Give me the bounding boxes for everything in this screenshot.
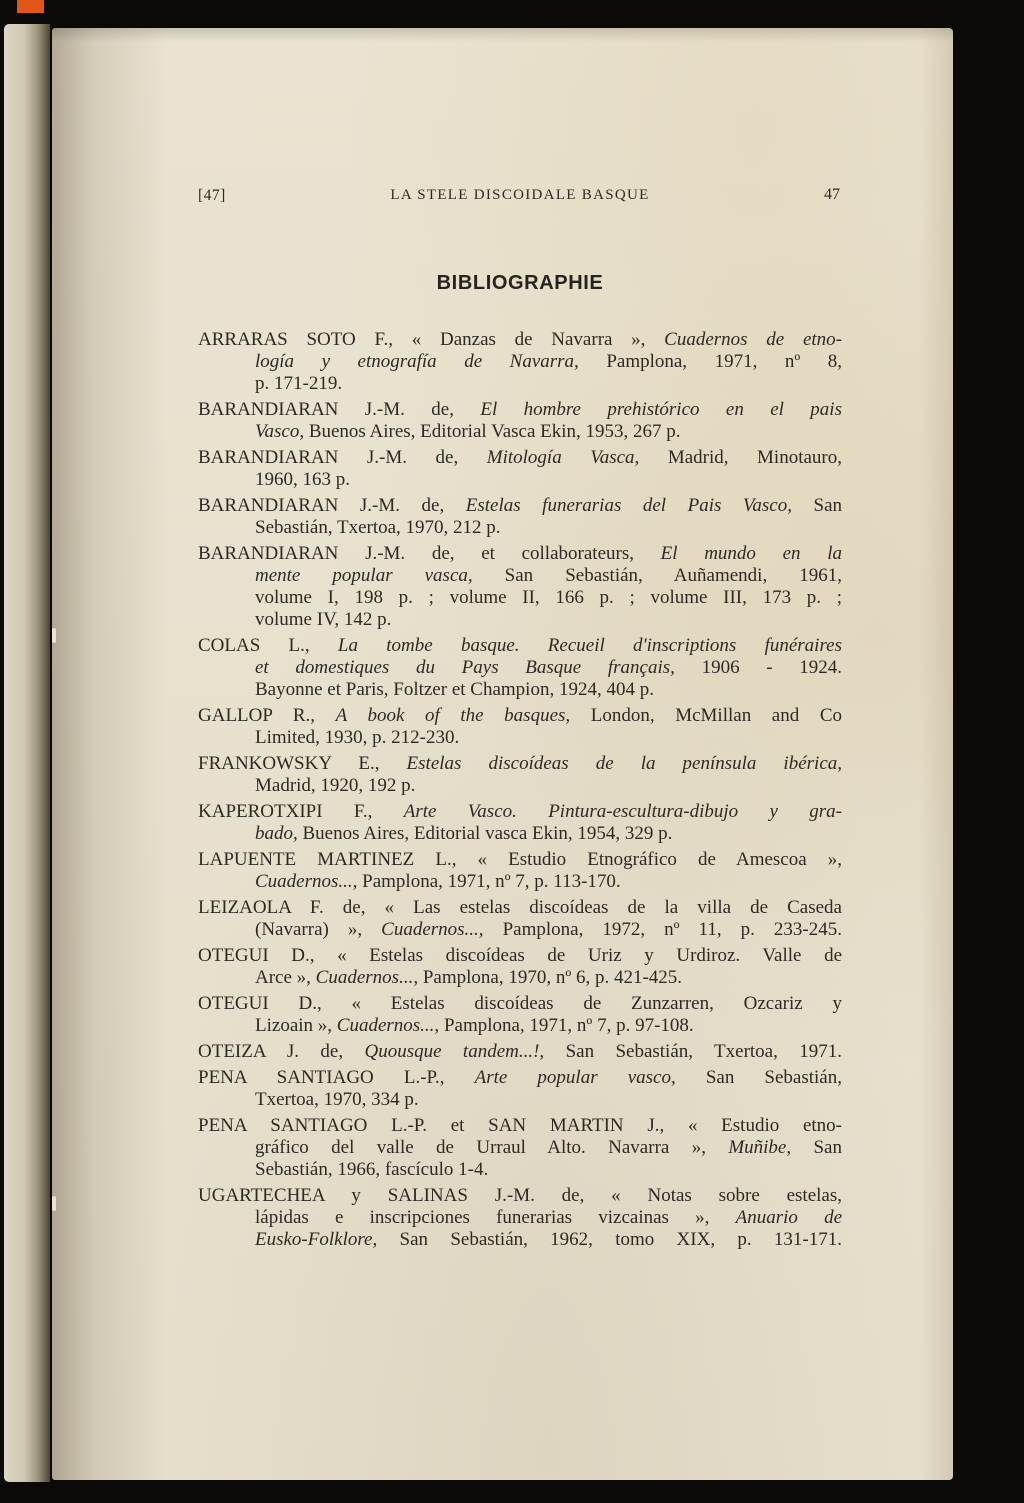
entry-line [198, 517, 842, 539]
bibliography-list [198, 329, 842, 1255]
facing-page-edge [4, 24, 50, 1482]
entry-text: ARRARAS SOTO F., « Danzas de Navarra », [198, 329, 665, 350]
entry-text: San [791, 1137, 842, 1158]
entry-line [198, 1159, 842, 1181]
entry-text: BARANDIARAN J.-M. de, et collaborateurs, [198, 543, 661, 564]
entry-text: Limited, 1930, p. 212-230. [255, 727, 460, 748]
entry-text: LEIZAOLA F. de, « Las estelas discoídeas de la villa de Caseda [198, 897, 842, 918]
bibliography-entry [198, 635, 842, 701]
bibliography-title: BIBLIOGRAPHIE [436, 272, 604, 294]
entry-text: Lizoain », [255, 1015, 337, 1036]
entry-text: San Sebastián, Txertoa, 1971. [544, 1041, 842, 1062]
entry-line [198, 495, 842, 517]
entry-text: OTEGUI D., « Estelas discoídeas de Zunzarren, Ozcariz y [198, 993, 842, 1014]
entry-text: Buenos Aires, Editorial vasca Ekin, 1954, 329 p. [297, 823, 673, 844]
entry-line [198, 399, 842, 421]
entry-text: San Sebastián, [675, 1067, 842, 1088]
entry-text: Madrid, 1920, 192 p. [255, 775, 416, 796]
entry-line [198, 993, 842, 1015]
entry-title-italic: Cuadernos de etno- [664, 329, 842, 350]
bibliography-entry [198, 801, 842, 845]
entry-text: Madrid, Minotauro, [639, 447, 842, 468]
entry-text: BARANDIARAN J.-M. de, [198, 447, 487, 468]
page-number: 47 [824, 186, 840, 203]
entry-line [198, 823, 842, 845]
bibliography-entry [198, 945, 842, 989]
bibliography-entry [198, 897, 842, 941]
entry-text: London, McMillan and Co [570, 705, 842, 726]
entry-text: volume IV, 142 p. [255, 609, 392, 630]
entry-line [198, 897, 842, 919]
entry-text: volume I, 198 p. ; volume II, 166 p. ; volume III, 173 p. ; [255, 587, 842, 608]
entry-text: Txertoa, 1970, 334 p. [255, 1089, 419, 1110]
bibliography-entry [198, 849, 842, 893]
entry-text: OTEIZA J. de, [198, 1041, 365, 1062]
entry-title-italic: Vasco, [255, 421, 305, 442]
entry-line [198, 1137, 842, 1159]
entry-title-italic: Arte Vasco. Pintura-escultura-dibujo y gra- [403, 801, 842, 822]
entry-title-italic: A book of the basques, [335, 705, 571, 726]
entry-title-italic: Quousque tandem...!, [364, 1041, 545, 1062]
entry-title-italic: Mitología Vasca, [486, 447, 640, 468]
entry-text: San Sebastián, 1962, tomo XIX, p. 131-171. [377, 1229, 842, 1250]
entry-title-italic: et domestiques du Pays Basque français, [255, 657, 675, 678]
entry-text: GALLOP R., [198, 705, 336, 726]
entry-line [198, 945, 842, 967]
entry-line [198, 705, 842, 727]
entry-line [198, 1089, 842, 1111]
entry-text: 1906 - 1924. [674, 657, 842, 678]
entry-text: 1960, 163 p. [255, 469, 350, 490]
entry-text: PENA SANTIAGO L.-P., [198, 1067, 475, 1088]
entry-line [198, 753, 842, 775]
entry-line [198, 657, 842, 679]
entry-line [198, 543, 842, 565]
entry-title-italic: El hombre prehistórico en el pais [480, 399, 842, 420]
entry-title-italic: La tombe basque. Recueil d'inscriptions funéraires [337, 635, 842, 656]
entry-text: Sebastián, Txertoa, 1970, 212 p. [255, 517, 501, 538]
bibliography-entry [198, 1067, 842, 1111]
entry-text: FRANKOWSKY E., [198, 753, 407, 774]
scan-color-tab [17, 0, 44, 13]
entry-text: Bayonne et Paris, Foltzer et Champion, 1924, 404 p. [255, 679, 654, 700]
entry-line [198, 871, 842, 893]
entry-line [198, 565, 842, 587]
page-header [198, 186, 842, 208]
entry-text: Pamplona, 1971, nº 7, p. 113-170. [357, 871, 621, 892]
binding-stitch [52, 628, 56, 643]
entry-text: COLAS L., [198, 635, 338, 656]
bibliography-entry [198, 1115, 842, 1181]
entry-line [198, 1067, 842, 1089]
entry-line [198, 351, 842, 373]
entry-text: OTEGUI D., « Estelas discoídeas de Uriz y Urdiroz. Valle de [198, 945, 842, 966]
bibliography-entry [198, 705, 842, 749]
entry-line [198, 609, 842, 631]
entry-line [198, 679, 842, 701]
entry-title-italic: Eusko-Folklore, [255, 1229, 378, 1250]
bibliography-entry [198, 329, 842, 395]
entry-line [198, 421, 842, 443]
entry-title-italic: Estelas discoídeas de la península ibérica, [406, 753, 842, 774]
entry-title-italic: Arte popular vasco, [474, 1067, 676, 1088]
folio-bracket-number: [47] [198, 187, 226, 204]
entry-line [198, 329, 842, 351]
entry-line [198, 1207, 842, 1229]
entry-title-italic: Cuadernos..., [336, 1015, 440, 1036]
entry-text: Pamplona, 1971, nº 8, [578, 351, 842, 372]
entry-line [198, 1229, 842, 1251]
bibliography-entry [198, 753, 842, 797]
entry-line [198, 1115, 842, 1137]
entry-text: San Sebastián, Auñamendi, 1961, [472, 565, 842, 586]
entry-line [198, 1041, 842, 1063]
entry-line [198, 587, 842, 609]
entry-text: UGARTECHEA y SALINAS J.-M. de, « Notas sobre estelas, [198, 1185, 842, 1206]
entry-title-italic: Cuadernos..., [315, 967, 419, 988]
binding-stitch [52, 1196, 56, 1211]
entry-text: San [791, 495, 843, 516]
entry-title-italic: Anuario de [735, 1207, 843, 1228]
bibliography-entry [198, 543, 842, 631]
entry-title-italic: Estelas funerarias del Pais Vasco, [465, 495, 792, 516]
entry-title-italic: Cuadernos..., [255, 871, 358, 892]
entry-text: gráfico del valle de Urraul Alto. Navarra », [255, 1137, 729, 1158]
entry-line [198, 469, 842, 491]
entry-title-italic: Cuadernos..., [381, 919, 484, 940]
entry-text: Arce », [255, 967, 316, 988]
entry-title-italic: bado, [255, 823, 298, 844]
entry-text: lápidas e inscripciones funerarias vizcainas », [255, 1207, 736, 1228]
bibliography-entry [198, 399, 842, 443]
entry-text: PENA SANTIAGO L.-P. et SAN MARTIN J., « Estudio etno- [198, 1115, 842, 1136]
bibliography-entry [198, 993, 842, 1037]
entry-text: Pamplona, 1972, nº 11, p. 233-245. [483, 919, 842, 940]
entry-title-italic: logía y etnografía de Navarra, [255, 351, 579, 372]
entry-line [198, 775, 842, 797]
entry-text: LAPUENTE MARTINEZ L., « Estudio Etnográfico de Amescoa », [198, 849, 842, 870]
entry-line [198, 849, 842, 871]
entry-title-italic: Muñibe, [728, 1137, 792, 1158]
entry-text: BARANDIARAN J.-M. de, [198, 495, 466, 516]
entry-text: KAPEROTXIPI F., [198, 801, 404, 822]
bibliography-entry [198, 495, 842, 539]
bibliography-entry [198, 1185, 842, 1251]
entry-title-italic: mente popular vasca, [255, 565, 473, 586]
entry-text: BARANDIARAN J.-M. de, [198, 399, 481, 420]
entry-text: Pamplona, 1971, nº 7, p. 97-108. [439, 1015, 694, 1036]
entry-line [198, 967, 842, 989]
entry-text: Buenos Aires, Editorial Vasca Ekin, 1953, 267 p. [304, 421, 681, 442]
entry-line [198, 635, 842, 657]
entry-title-italic: El mundo en la [660, 543, 842, 564]
bibliography-entry [198, 1041, 842, 1063]
entry-line [198, 373, 842, 395]
entry-line [198, 919, 842, 941]
entry-text: (Navarra) », [255, 919, 382, 940]
book-page [52, 28, 953, 1480]
entry-text: p. 171-219. [255, 373, 343, 394]
entry-text: Pamplona, 1970, nº 6, p. 421-425. [418, 967, 683, 988]
running-title: LA STELE DISCOIDALE BASQUE [390, 187, 650, 203]
entry-line [198, 447, 842, 469]
entry-line [198, 727, 842, 749]
bibliography-entry [198, 447, 842, 491]
entry-text: Sebastián, 1966, fascículo 1-4. [255, 1159, 489, 1180]
entry-line [198, 801, 842, 823]
entry-line [198, 1015, 842, 1037]
entry-line [198, 1185, 842, 1207]
